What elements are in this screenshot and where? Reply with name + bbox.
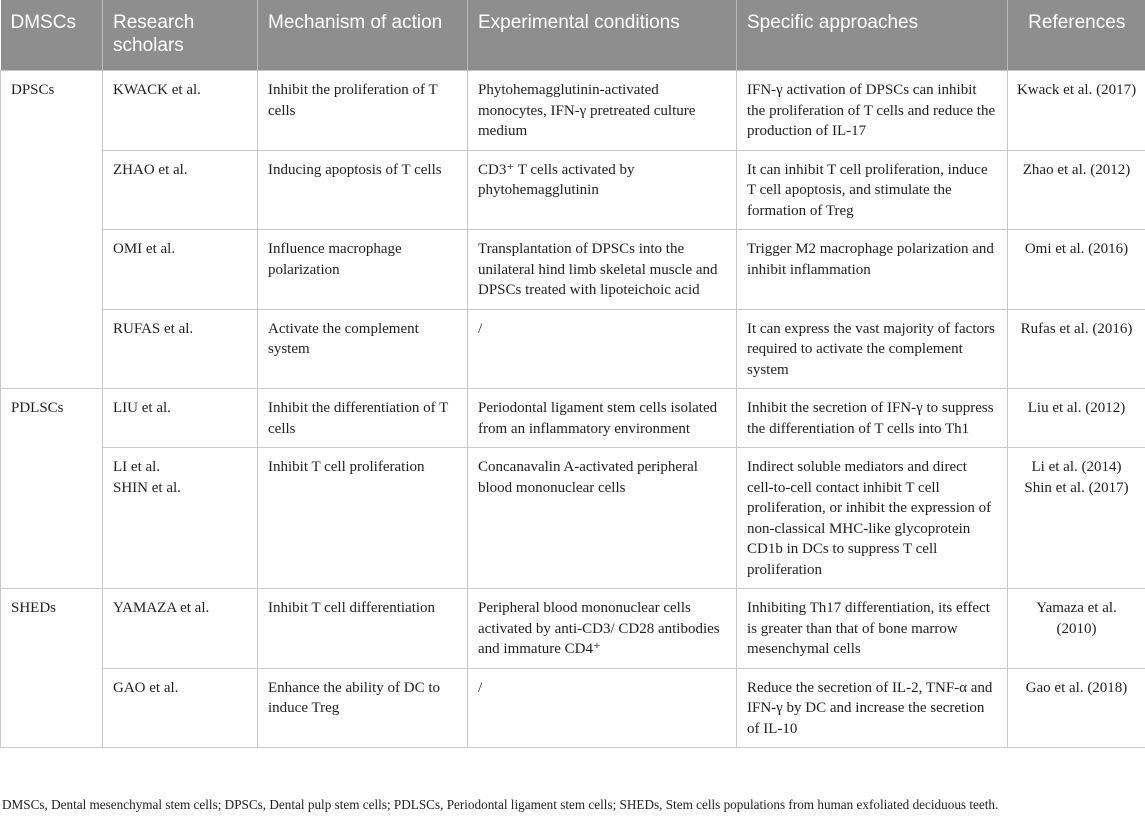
cell-specific-approaches: Inhibiting Th17 differentiation, its effect is greater than that of bone marrow mesenchymal cells — [737, 589, 1008, 669]
reference-citation: Rufas et al. (2016) — [1020, 320, 1133, 337]
cell-references — [1008, 448, 1145, 589]
cell-mechanism: Activate the complement system — [258, 309, 468, 389]
reference-citation: Shin et al. (2017) — [1024, 479, 1129, 496]
cell-research-scholars — [103, 230, 258, 310]
cell-research-scholars — [103, 309, 258, 389]
scholar-name: LIU et al. — [113, 400, 171, 416]
cell-dmscs-group: SHEDs — [1, 589, 103, 748]
cell-specific-approaches: It can inhibit T cell proliferation, induce T cell apoptosis, and stimulate the formation of Treg — [737, 150, 1008, 230]
cell-references — [1008, 668, 1145, 748]
cell-experimental-conditions: Phytohemagglutinin-activated monocytes, IFN-γ pretreated culture medium — [468, 71, 737, 151]
reference-citation: Gao et al. (2018) — [1025, 679, 1128, 696]
table-row — [1, 150, 1145, 230]
cell-research-scholars — [103, 150, 258, 230]
cell-mechanism: Enhance the ability of DC to induce Treg — [258, 668, 468, 748]
reference-citation: Kwack et al. (2017) — [1016, 82, 1137, 98]
cell-specific-approaches: IFN-γ activation of DPSCs can inhibit the proliferation of T cells and reduce the production of IL-17 — [737, 71, 1008, 151]
cell-research-scholars — [103, 389, 258, 448]
cell-research-scholars — [103, 71, 258, 151]
header-dmscs: DMSCs — [1, 0, 103, 71]
cell-research-scholars — [103, 448, 258, 589]
cell-experimental-conditions: Peripheral blood mononuclear cells activated by anti-CD3/ CD28 antibodies and immature CD4⁺ — [468, 589, 737, 669]
cell-dmscs-group: DPSCs — [1, 71, 103, 389]
cell-research-scholars — [103, 668, 258, 748]
cell-research-scholars — [103, 589, 258, 669]
cell-specific-approaches: Indirect soluble mediators and direct cell-to-cell contact inhibit T cell proliferation, or inhibit the expression of non-classical MHC-like glycoprotein CD1b in DCs to suppress T cell proliferation — [737, 448, 1008, 589]
table-body — [1, 71, 1145, 748]
cell-mechanism: Inhibit T cell differentiation — [258, 589, 468, 669]
cell-mechanism: Influence macrophage polarization — [258, 230, 468, 310]
table-row — [1, 309, 1145, 389]
table-footnote: DMSCs, Dental mesenchymal stem cells; DPSCs, Dental pulp stem cells; PDLSCs, Periodontal ligament stem cells; SHEDs, Stem cells populations from human exfoliated deciduous teeth. — [2, 797, 999, 812]
cell-references — [1008, 150, 1145, 230]
table-row — [1, 71, 1145, 151]
reference-citation: Li et al. (2014) — [1031, 459, 1122, 475]
header-experimental-conditions: Experimental conditions — [468, 0, 737, 71]
header-row — [1, 0, 1145, 71]
header-mechanism: Mechanism of action — [258, 0, 468, 71]
cell-specific-approaches: Trigger M2 macrophage polarization and inhibit inflammation — [737, 230, 1008, 310]
scholar-name: RUFAS et al. — [113, 320, 194, 337]
cell-experimental-conditions: / — [468, 668, 737, 748]
cell-experimental-conditions: Periodontal ligament stem cells isolated from an inflammatory environment — [468, 389, 737, 448]
reference-citation: Omi et al. (2016) — [1024, 241, 1129, 257]
cell-references — [1008, 309, 1145, 389]
cell-references — [1008, 71, 1145, 151]
cell-references — [1008, 230, 1145, 310]
scholar-name: SHIN et al. — [113, 479, 181, 496]
cell-specific-approaches: It can express the vast majority of factors required to activate the complement system — [737, 309, 1008, 389]
cell-experimental-conditions: Transplantation of DPSCs into the unilateral hind limb skeletal muscle and DPSCs treated with lipoteichoic acid — [468, 230, 737, 310]
cell-mechanism: Inhibit the proliferation of T cells — [258, 71, 468, 151]
cell-mechanism: Inhibit the differentiation of T cells — [258, 389, 468, 448]
cell-references — [1008, 589, 1145, 669]
scholar-name: OMI et al. — [113, 241, 176, 257]
cell-dmscs-group: PDLSCs — [1, 389, 103, 589]
reference-citation: Liu et al. (2012) — [1027, 400, 1126, 416]
scholar-name: GAO et al. — [113, 679, 179, 696]
cell-mechanism: Inducing apoptosis of T cells — [258, 150, 468, 230]
cell-specific-approaches: Reduce the secretion of IL-2, TNF-α and IFN-γ by DC and increase the secretion of IL-10 — [737, 668, 1008, 748]
header-references: References — [1008, 0, 1145, 71]
header-research-scholars: Research scholars — [103, 0, 258, 71]
scholar-name: LI et al. — [113, 459, 161, 475]
cell-references — [1008, 389, 1145, 448]
scholar-name: KWACK et al. — [113, 82, 201, 98]
table-row — [1, 389, 1145, 448]
table-row — [1, 448, 1145, 589]
scholar-name: ZHAO et al. — [113, 161, 188, 178]
header-specific-approaches: Specific approaches — [737, 0, 1008, 71]
reference-citation: Zhao et al. (2012) — [1022, 161, 1131, 178]
cell-experimental-conditions: / — [468, 309, 737, 389]
table-row — [1, 668, 1145, 748]
cell-experimental-conditions: Concanavalin A-activated peripheral blood mononuclear cells — [468, 448, 737, 589]
table-header — [1, 0, 1145, 71]
table-row — [1, 589, 1145, 669]
scholar-name: YAMAZA et al. — [113, 600, 210, 616]
table-row — [1, 230, 1145, 310]
cell-experimental-conditions: CD3⁺ T cells activated by phytohemagglutinin — [468, 150, 737, 230]
cell-mechanism: Inhibit T cell proliferation — [258, 448, 468, 589]
reference-citation: Yamaza et al. (2010) — [1036, 600, 1117, 637]
cell-specific-approaches: Inhibit the secretion of IFN-γ to suppress the differentiation of T cells into Th1 — [737, 389, 1008, 448]
